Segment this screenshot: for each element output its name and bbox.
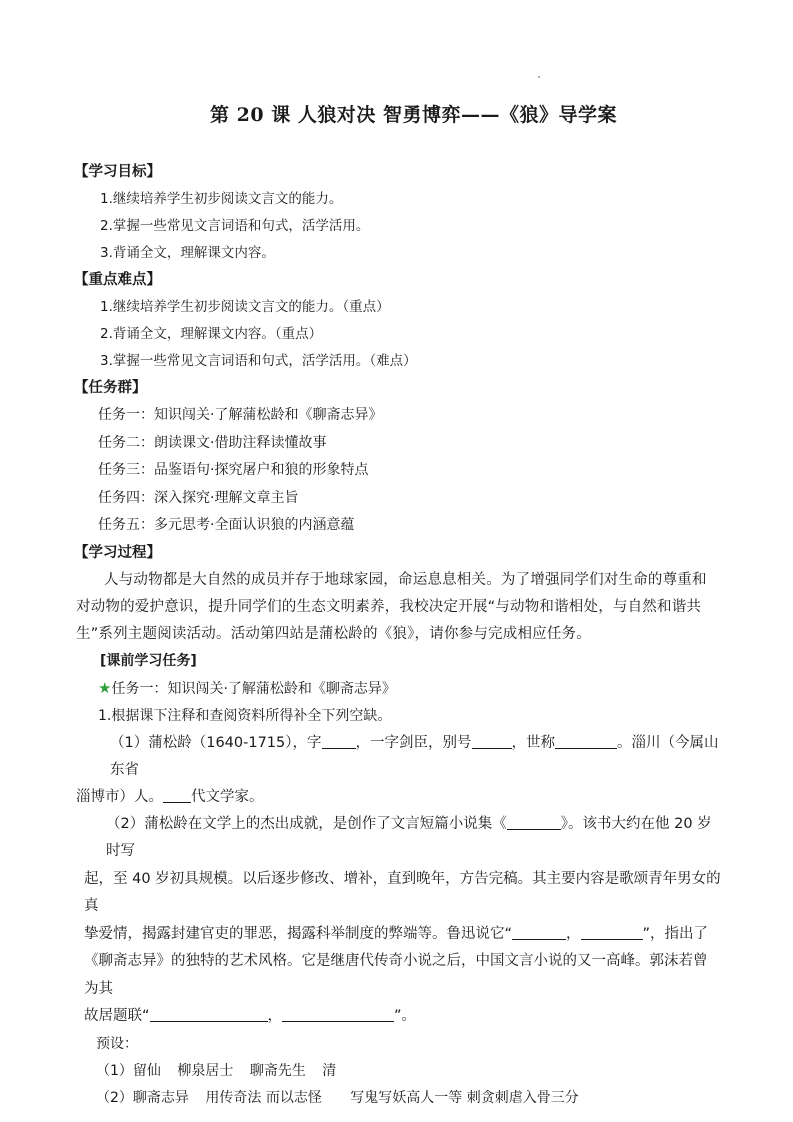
- keypoint-item: 3.掌握一些常见文言词语和句式，活学活用。（难点）: [100, 353, 417, 369]
- keypoint-item: 2.背诵全文，理解课文内容。（重点）: [100, 326, 323, 342]
- task1-label: 任务一：知识闯关·了解蒲松龄和《聊斋志异》: [111, 680, 396, 697]
- page-title: 第 20 课 人狼对决 智勇博弈——《狼》导学案: [210, 104, 617, 126]
- task-item: 任务三：品鉴语句·探究屠户和狼的形象特点: [98, 462, 369, 478]
- section-heading-goals: 【学习目标】: [74, 164, 161, 180]
- task-item: 任务五：多元思考·全面认识狼的内涵意蕴: [98, 517, 355, 533]
- section-heading-process: 【学习过程】: [74, 544, 161, 561]
- blank-field[interactable]: [507, 814, 561, 830]
- goal-item: 1.继续培养学生初步阅读文言文的能力。: [100, 191, 343, 207]
- task1-line: [76, 675, 721, 703]
- question-2: （2）蒲松龄在文学上的杰出成就，是创作了文言短篇小说集《 》。该书大约在他 20 岁时写 起，至 40 岁初具规模。以后逐步修改、增补，直到晚年，方告完稿。其主要内容是歌颂青年男女的真 挚爱情，揭露封建官吏的罪恶，揭露科举制度的弊端等。鲁迅说它“ ， ”，指出了 《聊斋志异》的独特的艺术风格。它是继唐代传奇小说之后，中国文言小说的又一高峰。郭沫若曾为其 故居题联“ ， ”。: [84, 815, 721, 1024]
- blank-field[interactable]: [512, 924, 566, 940]
- blank-field[interactable]: [322, 733, 356, 749]
- section-heading-tasks: 【任务群】: [74, 380, 147, 396]
- task-item: 任务四：深入探究·理解文章主旨: [98, 489, 299, 506]
- blank-field[interactable]: [472, 733, 512, 749]
- star-icon: ★: [98, 678, 112, 697]
- intro-paragraph: 人与动物都是大自然的成员并存于地球家园，命运息息相关。为了增强同学们对生命的尊重和对动物的爱护意识，提升同学们的生态文明素养，我校决定开展“与动物和谐相处，与自然和谐共生”系列主题阅读活动。活动第四站是蒲松龄的《狼》，请你参与完成相应任务。: [76, 571, 707, 642]
- answer-1: （1）留仙 柳泉居士 聊斋先生 清: [96, 1062, 337, 1079]
- section-heading-keypoints: 【重点难点】: [74, 272, 161, 288]
- goal-item: 2.掌握一些常见文言词语和句式，活学活用。: [100, 218, 370, 234]
- goal-item: 3.背诵全文，理解课文内容。: [100, 245, 275, 261]
- keypoint-item: 1.继续培养学生初步阅读文言文的能力。（重点）: [100, 299, 390, 315]
- question-1: （1）蒲松龄（1640-1715），字 ，一字剑臣，别号 ，世称 。淄川（今属山东省 淄博市）人。 代文学家。: [76, 734, 719, 805]
- preset-label: 预设：: [96, 1035, 138, 1052]
- blank-field[interactable]: [555, 733, 617, 749]
- decorative-dot: [538, 76, 540, 78]
- pre-class-heading: [课前学习任务]: [100, 652, 197, 669]
- answer-2: （2）聊斋志异 用传奇法 而以志怪 写鬼写妖高人一等 刺贪刺虐入骨三分: [96, 1089, 579, 1106]
- blank-field[interactable]: [163, 787, 191, 803]
- task-item: 任务一：知识闯关·了解蒲松龄和《聊斋志异》: [98, 407, 383, 423]
- instruction-line: 1.根据课下注释和查阅资料所得补全下列空缺。: [98, 707, 392, 724]
- blank-field[interactable]: [581, 924, 643, 940]
- task-item: 任务二：朗读课文·借助注释读懂故事: [98, 434, 327, 451]
- blank-field[interactable]: [282, 1006, 394, 1022]
- blank-field[interactable]: [150, 1006, 268, 1022]
